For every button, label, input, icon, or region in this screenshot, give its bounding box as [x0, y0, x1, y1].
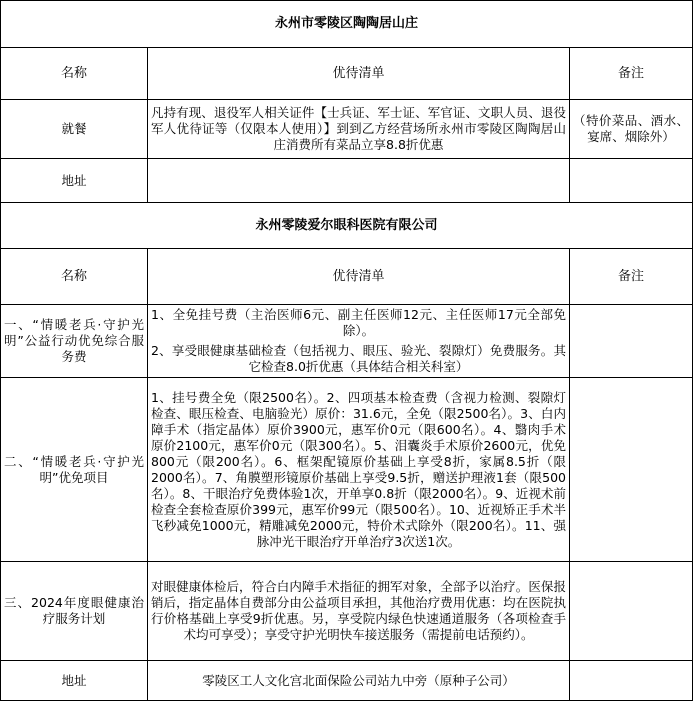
dining-name: 就餐 [1, 100, 148, 159]
dining-content: 凡持有现、退役军人相关证件【士兵证、军士证、军官证、文职人员、退役军人优待证等（仅限本人使用）】到到乙方经营场所永州市零陵区陶陶居山庄消费所有菜品立享8.8折优惠 [148, 100, 570, 159]
header-name: 名称 [1, 48, 148, 100]
address-label: 地址 [1, 661, 148, 701]
header-list: 优待清单 [148, 249, 570, 305]
treatment-plan-note [570, 562, 693, 661]
service-fee-content [148, 305, 570, 378]
header-list: 优待清单 [148, 48, 570, 100]
exemption-note [570, 378, 693, 562]
exemption-content: 1、挂号费全免（限2500名）。2、四项基本检查费（含视力检测、裂隙灯检查、眼压检查、电脑验光）原价：31.6元，全免（限2500名）。3、白内障手术（指定晶体）原价3900元，惠军价0元（限600名）。4、翳肉手术原价2100元，惠军价0元（限300名）。5、泪囊炎手术原价2600元，优免800元（限200名）。6、框架配镜原价基础上享受8折，家属8.5折（限2000名）。7、角膜塑形镜原价基础上享受9.5折，赠送护理液1套（限500名）。8、干眼治疗免费体验1次，开单享0.8折（限2000名）。9、近视术前检查全套检查原价399元，惠军价99元（限500名）。10、近视矫正手术半飞秒减免1000元，精雕减免2000元，特价术式除外（限200名）。11、强脉冲光干眼治疗开单治疗3次送1次。 [148, 378, 570, 562]
exemption-row [1, 378, 693, 562]
section2-address-row [1, 661, 693, 701]
header-note: 备注 [570, 249, 693, 305]
treatment-plan-name: 三、2024年度眼健康治疗服务计划 [1, 562, 148, 661]
address-note [570, 661, 693, 701]
service-fee-name: 一、“情暖老兵·守护光明”公益行动优免综合服务费 [1, 305, 148, 378]
section2-title-row [1, 203, 693, 249]
service-fee-item-2: 2、享受眼健康基础检查（包括视力、眼压、验光、裂隙灯）免费服务。其它检查8.0折优惠（具体结合相关科室） [151, 343, 566, 374]
service-fee-item-1: 1、全免挂号费（主治医师6元、副主任医师12元、主任医师17元全部免除）。 [151, 307, 566, 338]
address-note [570, 159, 693, 203]
treatment-plan-row [1, 562, 693, 661]
section2-header-row [1, 249, 693, 305]
section1-title: 永州市零陵区陶陶居山庄 [1, 1, 693, 48]
dining-note: （特价菜品、酒水、宴席、烟除外） [570, 100, 693, 159]
header-note: 备注 [570, 48, 693, 100]
address-value [148, 159, 570, 203]
treatment-plan-content: 对眼健康体检后，符合白内障手术指征的拥军对象，全部予以治疗。医保报销后，指定晶体自费部分由公益项目承担，其他治疗费用优惠：均在医院执行价格基础上享受9折优惠。另，享受院内绿色快速通道服务（各项检查手术均可享受）；享受守护光明快车接送服务（需提前电话预约）。 [148, 562, 570, 661]
section1-title-row [1, 1, 693, 48]
section1-dining-row [1, 100, 693, 159]
exemption-name: 二、“情暖老兵·守护光明”优免项目 [1, 378, 148, 562]
service-fee-row [1, 305, 693, 378]
address-label: 地址 [1, 159, 148, 203]
section1-address-row [1, 159, 693, 203]
address-value: 零陵区工人文化宫北面保险公司站九中旁（原种子公司） [148, 661, 570, 701]
header-name: 名称 [1, 249, 148, 305]
section2-title: 永州零陵爱尔眼科医院有限公司 [1, 203, 693, 249]
service-fee-note [570, 305, 693, 378]
section1-header-row [1, 48, 693, 100]
